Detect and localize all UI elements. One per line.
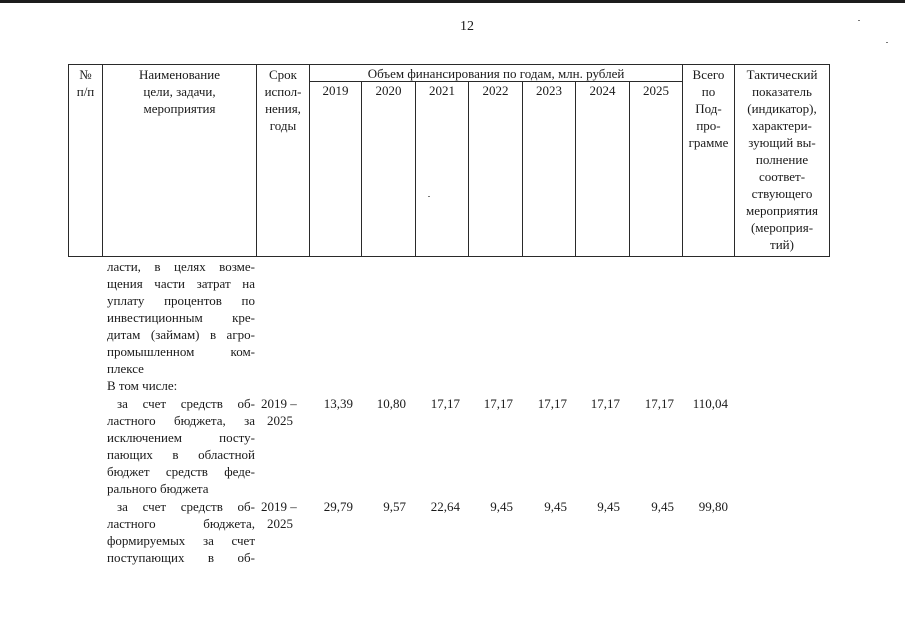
row-term: 2025 [267, 413, 293, 428]
header-indicator-line: (индикатор), [747, 101, 817, 116]
row-name-line: ластного бюджета, [107, 516, 255, 531]
row-name-line: пающих в областной [107, 447, 255, 462]
cell-value-2024: 17,17 [590, 396, 620, 411]
cell-value-2019: 29,79 [323, 499, 353, 514]
header-number-line: п/п [76, 84, 95, 99]
cell-value-2023: 9,45 [544, 499, 567, 514]
row-name-line: формируемых за счет [107, 533, 255, 548]
header-indicator-line: (мероприя- [750, 220, 814, 235]
row-name-line: бюджет средств феде- [107, 464, 255, 479]
header-year-2023: 2023 [536, 83, 562, 98]
cell-value-2024: 9,45 [597, 499, 620, 514]
header-term-line: нения, [265, 101, 301, 116]
text-line: уплату процентов по [107, 293, 255, 308]
header-name-cell [103, 66, 256, 117]
row-name-line: исключением посту- [107, 430, 255, 445]
header-name-line: цели, задачи, [143, 84, 216, 99]
header-indicator-line: характери- [752, 118, 812, 133]
header-name-line: мероприятия [143, 101, 216, 116]
text-line: дитам (займам) в агро- [107, 327, 255, 342]
page-number: 12 [460, 19, 474, 34]
header-year-2020: 2020 [375, 83, 402, 98]
text-line: щения части затрат на [107, 276, 255, 291]
header-year-2024: 2024 [589, 83, 616, 98]
header-number-cell [69, 66, 102, 100]
header-total-line: Под- [695, 101, 722, 116]
header-indicator-line: ствующего [751, 186, 813, 201]
header-year-2022: 2022 [482, 83, 509, 98]
header-indicator-line: мероприятия [745, 203, 818, 218]
row-name-line: за счет средств об- [117, 499, 255, 514]
header-funding-title: Объем финансирования по годам, млн. рублей [367, 66, 625, 81]
cell-value-2025: 9,45 [651, 499, 674, 514]
header-indicator-line: тий) [770, 237, 794, 252]
text-line: ласти, в целях возме- [107, 259, 255, 274]
cell-value-2021: 17,17 [430, 396, 460, 411]
top-border [0, 0, 905, 3]
header-indicator-line: показатель [752, 84, 812, 99]
header-year-2021: 2021 [429, 83, 455, 98]
cell-value-total: 99,80 [698, 499, 728, 514]
header-number-line: № [79, 67, 92, 82]
header-total-line: про- [696, 118, 721, 133]
header-term-line: Срок [269, 67, 297, 82]
header-term-line: годы [269, 118, 297, 133]
row-name-line: рального бюджета [107, 481, 209, 496]
header-indicator-cell [735, 66, 829, 253]
header-total-cell [683, 66, 734, 151]
header-indicator-line: Тактический [746, 67, 818, 82]
cell-value-2020: 10,80 [376, 396, 406, 411]
header-term-line: испол- [264, 84, 302, 99]
header-term-cell [257, 66, 309, 134]
row-term: 2025 [267, 516, 293, 531]
header-indicator-line: полнение [755, 152, 809, 167]
header-total-line: Всего [692, 67, 725, 82]
header-indicator-line: зующий вы- [748, 135, 816, 150]
header-total-line: по [701, 84, 716, 99]
header-year-2019: 2019 [322, 83, 349, 98]
cell-value-total: 110,04 [692, 396, 728, 411]
text-line: промышленном ком- [107, 344, 255, 359]
header-total-line: грамме [688, 135, 729, 150]
in-total-label: В том числе: [107, 378, 178, 393]
cell-value-2022: 17,17 [483, 396, 513, 411]
scan-mark [858, 20, 860, 21]
row-name-line: за счет средств об- [117, 396, 255, 411]
cell-value-2021: 22,64 [430, 499, 460, 514]
row-term: 2019 – [261, 396, 297, 411]
cell-value-2022: 9,45 [490, 499, 513, 514]
cell-value-2020: 9,57 [383, 499, 406, 514]
text-line: инвестиционным кре- [107, 310, 255, 325]
text-line: плексе [107, 361, 144, 376]
cell-value-2019: 13,39 [323, 396, 353, 411]
row-term: 2019 – [261, 499, 297, 514]
scan-mark [428, 196, 430, 197]
header-year-2025: 2025 [643, 83, 669, 98]
row-name-line: ластного бюджета, за [107, 413, 255, 428]
header-indicator-line: соответ- [758, 169, 806, 184]
header-name-line: Наименование [139, 67, 220, 82]
row-name-line: поступающих в об- [107, 550, 255, 565]
cell-value-2025: 17,17 [644, 396, 674, 411]
scan-mark [886, 42, 888, 43]
cell-value-2023: 17,17 [537, 396, 567, 411]
